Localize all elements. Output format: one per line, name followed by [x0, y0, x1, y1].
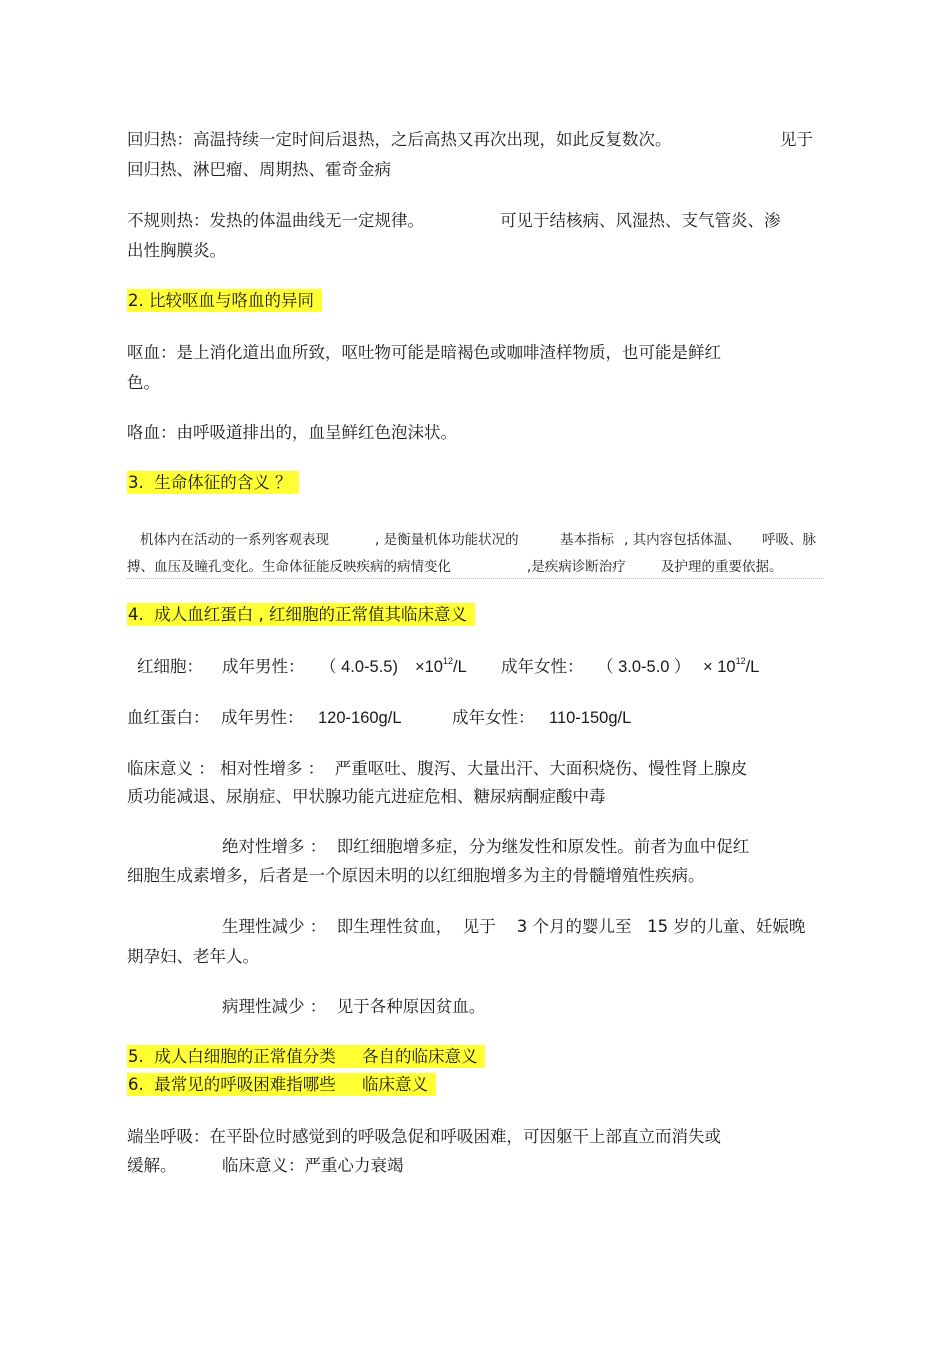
irregular-fever-definition: 不规则热：发热的体温曲线无一定规律。	[127, 211, 424, 230]
hemoptysis-line: 咯血：由呼吸道排出的，血呈鲜红色泡沫状。	[127, 423, 457, 442]
physiological-decrease-line-2: 期孕妇、老年人。	[127, 947, 259, 966]
relapsing-fever-seen-in: 见于	[780, 130, 813, 149]
vital-signs-line-2: 搏、血压及瞳孔变化。生命体征能反映疾病的病情变化 ,是疾病诊断治疗 及护理的重要依据。	[127, 559, 783, 575]
rbc-row: 红细胞： 成年男性： （ 4.0-5.5) $\times 10^{12}/L$ 成年女性： （ 3.0-5.0 ） × $10^{12}/L$	[137, 656, 760, 676]
hematemesis-line-2: 色。	[127, 373, 160, 392]
q3-heading: 3. 生命体征的含义 ？	[127, 472, 299, 494]
orthopnea-line-2: 缓解。 临床意义：严重心力衰竭	[127, 1156, 404, 1175]
orthopnea-line-1: 端坐呼吸：在平卧位时感觉到的呼吸急促和呼吸困难，可因躯干上部直立而消失或	[127, 1127, 721, 1146]
absolute-increase-line-1: 绝对性增多 ： 即红细胞增多症，分为继发性和原发性。前者为血中促红	[222, 837, 750, 856]
relapsing-fever-line-2: 回归热、淋巴瘤、周期热、霍奇金病	[127, 160, 391, 179]
absolute-increase-line-2: 细胞生成素增多，后者是一个原因未明的以红细胞增多为主的骨髓增殖性疾病。	[127, 866, 705, 885]
vital-signs-line-1: 机体内在活动的一系列客观表现 , 是衡量机体功能状况的 基本指标 , 其内容包括体温、 呼吸、脉	[140, 532, 816, 548]
pathological-decrease-line: 病理性减少 ： 见于各种原因贫血。	[222, 997, 486, 1016]
physiological-decrease-line-1: 生理性减少 ： 即生理性贫血， 见于 3 个月的婴儿至 15 岁的儿童、妊娠晚	[222, 917, 806, 936]
irregular-fever-line-1	[127, 210, 781, 232]
clinical-significance-line-2: 质功能减退、尿崩症、甲状腺功能亢进症危相、糖尿病酮症酸中毒	[127, 787, 606, 806]
hematemesis-line-1: 呕血：是上消化道出血所致，呕吐物可能是暗褐色或咖啡渣样物质，也可能是鲜红	[127, 343, 721, 362]
dotted-divider	[127, 578, 824, 579]
irregular-fever-seen-in: 可见于结核病、风湿热、支气管炎、渗	[500, 211, 781, 230]
relapsing-fever-definition: 回归热：高温持续一定时间后退热，之后高热又再次出现，如此反复数次。	[127, 130, 672, 149]
relapsing-fever-line-1	[127, 129, 813, 151]
irregular-fever-line-2: 出性胸膜炎。	[127, 241, 226, 260]
q5-heading: 5. 成人白细胞的正常值分类 各自的临床意义	[127, 1046, 485, 1068]
hemoglobin-row: 血红蛋白： 成年男性： 120-160g/L 成年女性： 110-150g/L	[127, 709, 632, 727]
q6-heading: 6. 最常见的呼吸困难指哪些 临床意义	[127, 1074, 436, 1096]
clinical-significance-line-1: 临床意义 ： 相对性增多 ： 严重呕吐、腹泻、大量出汗、大面积烧伤、慢性肾上腺皮	[127, 759, 748, 778]
q4-heading: 4. 成人血红蛋白 , 红细胞的正常值其临床意义	[127, 604, 475, 626]
q2-heading: 2. 比较呕血与咯血的异同	[127, 290, 322, 312]
